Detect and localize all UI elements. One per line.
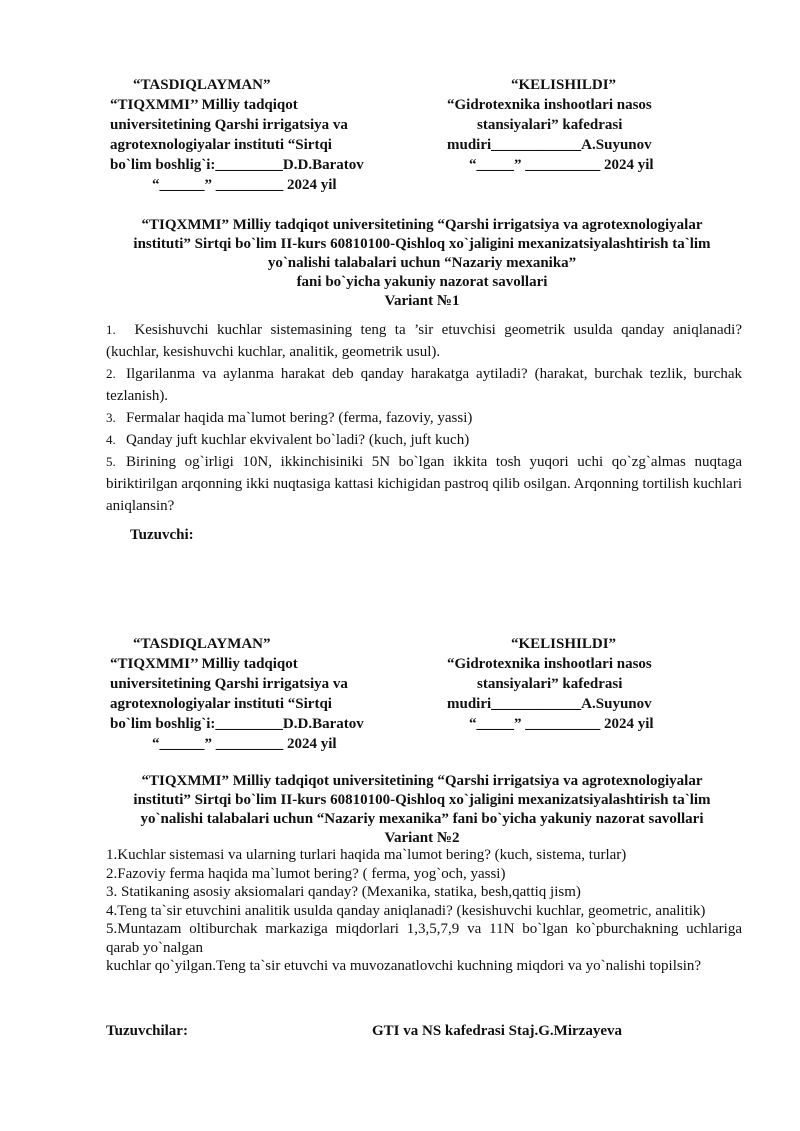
question-list-2 bbox=[106, 846, 742, 976]
heading-line: “TIQXMMI” Milliy tadqiqot universitetining “Qarshi irrigatsiya va agrotexnologiyalar bbox=[141, 773, 703, 789]
approval-title: “TASDIQLAYMAN” bbox=[133, 77, 271, 93]
question-item: 1.Kuchlar sistemasi va ularning turlari haqida ma`lumot bering? (kuch, sistema, turlar) bbox=[106, 847, 627, 863]
heading-line: “TIQXMMI” Milliy tadqiqot universitetining “Qarshi irrigatsiya va agrotexnologiyalar bbox=[141, 217, 703, 233]
exam-heading-2 bbox=[100, 772, 744, 848]
approval-line: “TIQXMMI’’ Milliy tadqiqot bbox=[110, 656, 298, 672]
approval-line: agrotexnologiyalar instituti “Sirtqi bbox=[110, 696, 332, 712]
variant-label: Variant №1 bbox=[384, 293, 460, 309]
question-text: Qanday juft kuchlar ekvivalent bo`ladi? (kuch, juft kuch) bbox=[126, 432, 470, 448]
question-item: kuchlar qo`yilgan.Teng ta`sir etuvchi va muvozanatlovchi kuchning miqdori va yo`nalishi topilsin? bbox=[106, 958, 702, 974]
approval-block-2 bbox=[110, 634, 430, 754]
question-item: 5.Muntazam oltiburchak markaziga miqdorlari 1,3,5,7,9 va 11N bo`lgan ko`pburchakning uchlariga qarab yo`nalgan bbox=[106, 921, 742, 956]
agreement-date: “_____” __________ 2024 yil bbox=[469, 716, 654, 732]
question-number: 2. bbox=[106, 366, 116, 381]
question-item: 2.Fazoviy ferma haqida ma`lumot bering? ( ferma, yog`och, yassi) bbox=[106, 865, 506, 882]
approval-line: “TIQXMMI’’ Milliy tadqiqot bbox=[110, 97, 298, 113]
question-number: 4. bbox=[106, 432, 116, 447]
approval-block-1 bbox=[110, 75, 430, 195]
heading-line: yo`nalishi talabalari uchun “Nazariy mexanika” fani bo`yicha yakuniy nazorat savollari bbox=[140, 811, 704, 827]
agreement-line: “Gidrotexnika inshootlari nasos bbox=[447, 97, 652, 113]
question-text: Fermalar haqida ma`lumot bering? (ferma, fazoviy, yassi) bbox=[126, 410, 473, 426]
question-item bbox=[106, 451, 742, 517]
question-item: 4.Teng ta`sir etuvchini analitik usulda qanday aniqlanadi? (kesishuvchi kuchlar, geometric, analitik) bbox=[106, 902, 706, 919]
agreement-title: “KELISHILDI” bbox=[511, 77, 617, 93]
approval-date: “______” _________ 2024 yil bbox=[152, 736, 337, 752]
question-number: 1. bbox=[106, 322, 116, 337]
compiler-label: Tuzuvchi: bbox=[130, 527, 194, 543]
heading-line: fani bo`yicha yakuniy nazorat savollari bbox=[296, 274, 548, 290]
question-item: 3. Statikaning asosiy aksiomalari qanday? (Mexanika, statika, besh,qattiq jism) bbox=[106, 884, 581, 900]
question-text: Kesishuvchi kuchlar sistemasining teng ta ’sir etuvchisi geometrik usulda qanday aniqlanadi? (kuchlar, kesishuvchi kuchlar, analitik, geometrik usul). bbox=[106, 322, 742, 360]
agreement-signature-line: mudiri____________A.Suyunov bbox=[447, 696, 652, 712]
approval-title: “TASDIQLAYMAN” bbox=[133, 636, 271, 652]
approval-line: universitetining Qarshi irrigatsiya va bbox=[110, 676, 348, 692]
question-list-1 bbox=[106, 319, 742, 517]
compilers-label: Tuzuvchilar: bbox=[106, 1023, 188, 1039]
approval-date: “______” _________ 2024 yil bbox=[152, 177, 337, 193]
question-number: 3. bbox=[106, 410, 116, 425]
compilers-value: GTI va NS kafedrasi Staj.G.Mirzayeva bbox=[372, 1023, 622, 1039]
approval-line: agrotexnologiyalar instituti “Sirtqi bbox=[110, 137, 332, 153]
agreement-line: stansiyalari” kafedrasi bbox=[477, 676, 623, 692]
agreement-title: “KELISHILDI” bbox=[511, 636, 617, 652]
exam-heading-1 bbox=[100, 216, 744, 311]
agreement-signature-line: mudiri____________A.Suyunov bbox=[447, 137, 652, 153]
approval-line: universitetining Qarshi irrigatsiya va bbox=[110, 117, 348, 133]
question-number: 5. bbox=[106, 454, 116, 469]
agreement-date: “_____” __________ 2024 yil bbox=[469, 157, 654, 173]
question-item bbox=[106, 319, 742, 363]
approval-signature-line: bo`lim boshlig`i:_________D.D.Baratov bbox=[110, 157, 364, 173]
heading-line: instituti” Sirtqi bo`lim II-kurs 60810100-Qishloq xo`jaligini mexanizatsiyalashtirish ta`lim bbox=[133, 792, 711, 808]
approval-signature-line: bo`lim boshlig`i:_________D.D.Baratov bbox=[110, 716, 364, 732]
agreement-block-1 bbox=[447, 75, 707, 175]
question-item bbox=[106, 407, 742, 429]
question-text: Birining og`irligi 10N, ikkinchisiniki 5N bo`lgan ikkita tosh yuqori uchi qo`zg`almas nuqtaga biriktirilgan arqonning ikki nuqtasiga kattasi kichigidan pastroq qilib osilgan. Arqonning tortilish kuchlari aniqlansin? bbox=[106, 454, 742, 514]
heading-line: instituti” Sirtqi bo`lim II-kurs 60810100-Qishloq xo`jaligini mexanizatsiyalashtirish ta`lim bbox=[133, 236, 711, 252]
heading-line: yo`nalishi talabalari uchun “Nazariy mexanika” bbox=[267, 255, 577, 271]
variant-label: Variant №2 bbox=[384, 830, 460, 846]
agreement-line: stansiyalari” kafedrasi bbox=[477, 117, 623, 133]
agreement-block-2 bbox=[447, 634, 707, 734]
question-item bbox=[106, 363, 742, 407]
agreement-line: “Gidrotexnika inshootlari nasos bbox=[447, 656, 652, 672]
question-item bbox=[106, 429, 742, 451]
question-text: Ilgarilanma va aylanma harakat deb qanday harakatga aytiladi? (harakat, burchak tezlik, burchak tezlanish). bbox=[106, 366, 742, 404]
